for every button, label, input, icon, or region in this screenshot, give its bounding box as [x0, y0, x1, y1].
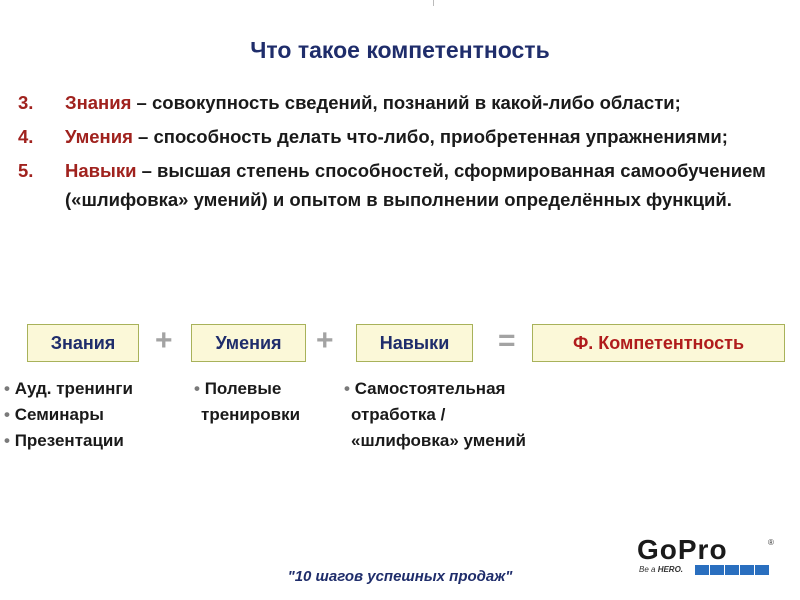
top-tick-mark — [433, 0, 434, 6]
list-item-knowledge — [18, 88, 788, 117]
logo-square — [725, 565, 739, 575]
methods-knowledge-list — [4, 376, 133, 454]
list-item-skills — [18, 122, 788, 151]
bullet-icon: • — [4, 379, 10, 398]
footer-caption: "10 шагов успешных продаж" — [287, 568, 513, 585]
methods-habits-list — [344, 376, 526, 454]
logo-square — [755, 565, 769, 575]
list-item-continuation: «шлифовка» умений — [351, 431, 526, 450]
list-item: • Семинары — [4, 405, 104, 424]
plus-operator-2: + — [316, 324, 334, 357]
list-number: 5. — [18, 160, 34, 181]
list-item: • Презентации — [4, 431, 124, 450]
definitions-list — [18, 88, 788, 219]
list-item: • Ауд. тренинги — [4, 379, 133, 398]
methods-skills-list — [194, 376, 300, 428]
term-skills: Умения — [65, 126, 133, 147]
definition-skills: – способность делать что-либо, приобретенная упражнениями; — [132, 126, 728, 147]
bullet-icon: • — [4, 431, 10, 450]
registered-mark: ® — [768, 538, 774, 547]
logo-tagline: Be a HERO. — [639, 565, 684, 574]
bullet-icon: • — [194, 379, 200, 398]
plus-operator-1: + — [155, 324, 173, 357]
list-number: 3. — [18, 92, 34, 113]
term-knowledge: Знания — [65, 92, 132, 113]
term-habits: Навыки — [65, 160, 137, 181]
bullet-icon: • — [344, 379, 350, 398]
logo-square — [695, 565, 709, 575]
gopro-logo — [637, 536, 777, 580]
list-item-continuation: отработка / — [351, 405, 446, 424]
logo-square — [710, 565, 724, 575]
definition-habits: – высшая степень способностей, сформированная самообучением («шлифовка» умений) и опытом в выполнении определённых функций. — [65, 160, 766, 210]
formula-box-knowledge: Знания — [27, 324, 139, 362]
logo-square — [740, 565, 754, 575]
list-item-continuation: тренировки — [201, 405, 301, 424]
formula-box-result: Ф. Компетентность — [532, 324, 785, 362]
list-number: 4. — [18, 126, 34, 147]
formula-box-skills: Умения — [191, 324, 306, 362]
logo-wordmark: GoPro — [637, 534, 728, 565]
definition-knowledge: – совокупность сведений, познаний в какой-либо области; — [131, 92, 681, 113]
list-item-habits — [18, 156, 788, 214]
page-title: Что такое компетентность — [250, 37, 550, 63]
list-item: • Полевые — [194, 379, 282, 398]
equals-operator: = — [498, 324, 516, 357]
list-item: • Самостоятельная — [344, 379, 506, 398]
bullet-icon: • — [4, 405, 10, 424]
formula-box-habits: Навыки — [356, 324, 473, 362]
